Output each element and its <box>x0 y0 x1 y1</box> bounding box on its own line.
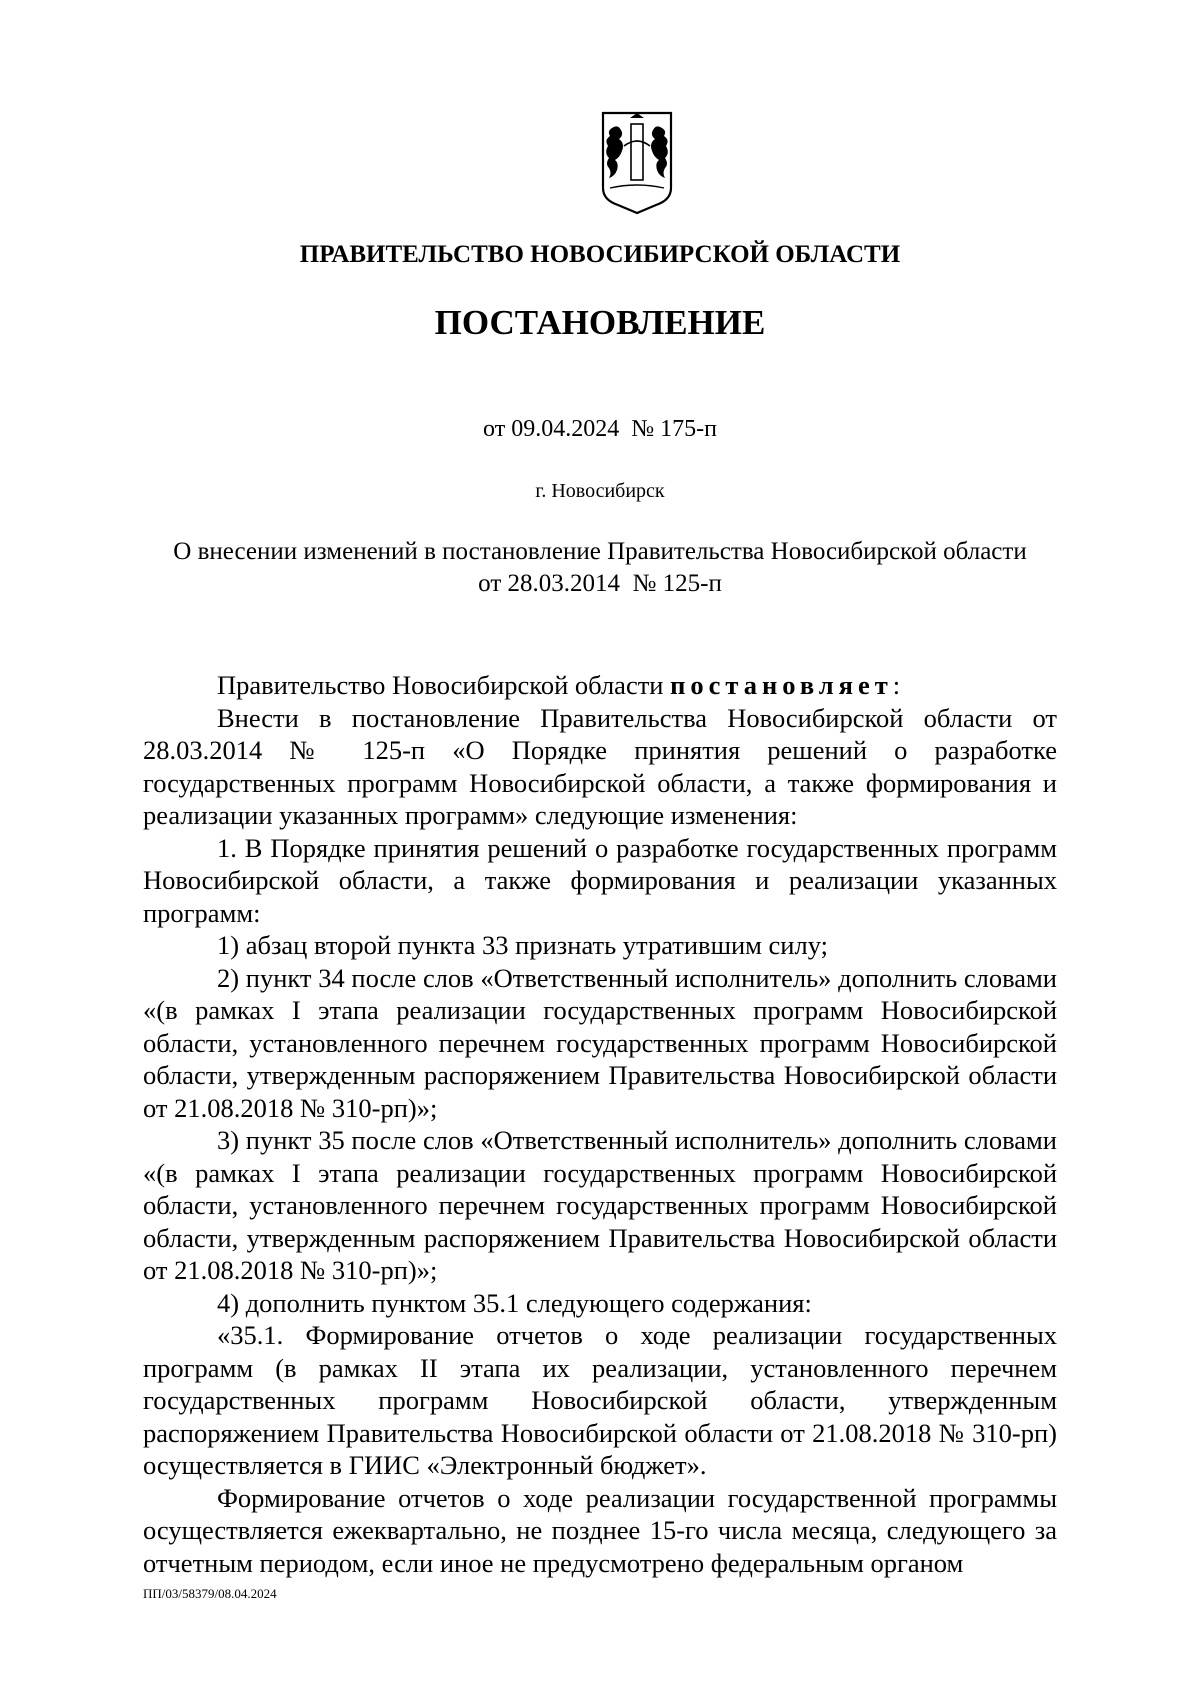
coat-of-arms-icon <box>600 110 674 216</box>
document-type: ПОСТАНОВЛЕНИЕ <box>434 303 766 342</box>
resolution-paragraph <box>143 669 1057 702</box>
subject-line-1: О внесении изменений в постановление Правительства Новосибирской области <box>173 538 1027 565</box>
date-and-number: от 09.04.2024 № 175-п <box>483 416 717 442</box>
body-paragraph: «35.1. Формирование отчетов о ходе реализации государственных программ (в рамках II этапа их реализации, установленного перечнем государственных программ Новосибирской области, утвержденным распоряжением Правительства Новосибирской области от 21.08.2018 № 310-рп) осуществляется в ГИИС «Электронный бюджет». <box>143 1320 1057 1480</box>
body-paragraph: 1) абзац второй пункта 33 признать утратившим силу; <box>217 930 828 960</box>
resolves-suffix: : <box>892 670 901 700</box>
body-paragraph: 4) дополнить пунктом 35.1 следующего содержания: <box>217 1287 812 1318</box>
document-registration-code: ПП/03/58379/08.04.2024 <box>143 1586 277 1601</box>
resolves-prefix: Правительство Новосибирской области <box>217 670 671 700</box>
body-paragraph: 1. В Порядке принятия решений о разработке государственных программ Новосибирской области, а также формирования и реализации указанных программ: <box>143 832 1057 928</box>
body-paragraph: 3) пункт 35 после слов «Ответственный исполнитель» дополнить словами «(в рамках I этапа реализации государственных программ Новосибирской области, установленного перечнем государственных программ Новосибирской области, утвержденным распоряжением Правительства Новосибирской области от 21.08.2018 № 310-рп)»; <box>143 1125 1057 1285</box>
body-paragraph: Внести в постановление Правительства Новосибирской области от 28.03.2014 № 125-п «О Порядке принятия решений о разработке государственных программ Новосибирской области, а также формирования и реализации указанных программ» следующие изменения: <box>143 702 1057 830</box>
city: г. Новосибирск <box>535 480 665 502</box>
body-paragraph: 2) пункт 34 после слов «Ответственный исполнитель» дополнить словами «(в рамках I этапа реализации государственных программ Новосибирской области, установленного перечнем государственных программ Новосибирской области, утвержденным распоряжением Правительства Новосибирской области от 21.08.2018 № 310-рп)»; <box>143 962 1057 1123</box>
subject-line-2: от 28.03.2014 № 125-п <box>478 570 722 597</box>
body-paragraph: Формирование отчетов о ходе реализации государственной программы осуществляется ежеквартально, не позднее 15-го числа месяца, следующего за отчетным периодом, если иное не предусмотрено федеральным органом <box>143 1482 1057 1578</box>
document-subject <box>140 536 1060 600</box>
government-title: ПРАВИТЕЛЬСТВО НОВОСИБИРСКОЙ ОБЛАСТИ <box>299 241 901 268</box>
document-body <box>143 669 1057 1579</box>
resolves-word: постановляет <box>670 670 893 700</box>
